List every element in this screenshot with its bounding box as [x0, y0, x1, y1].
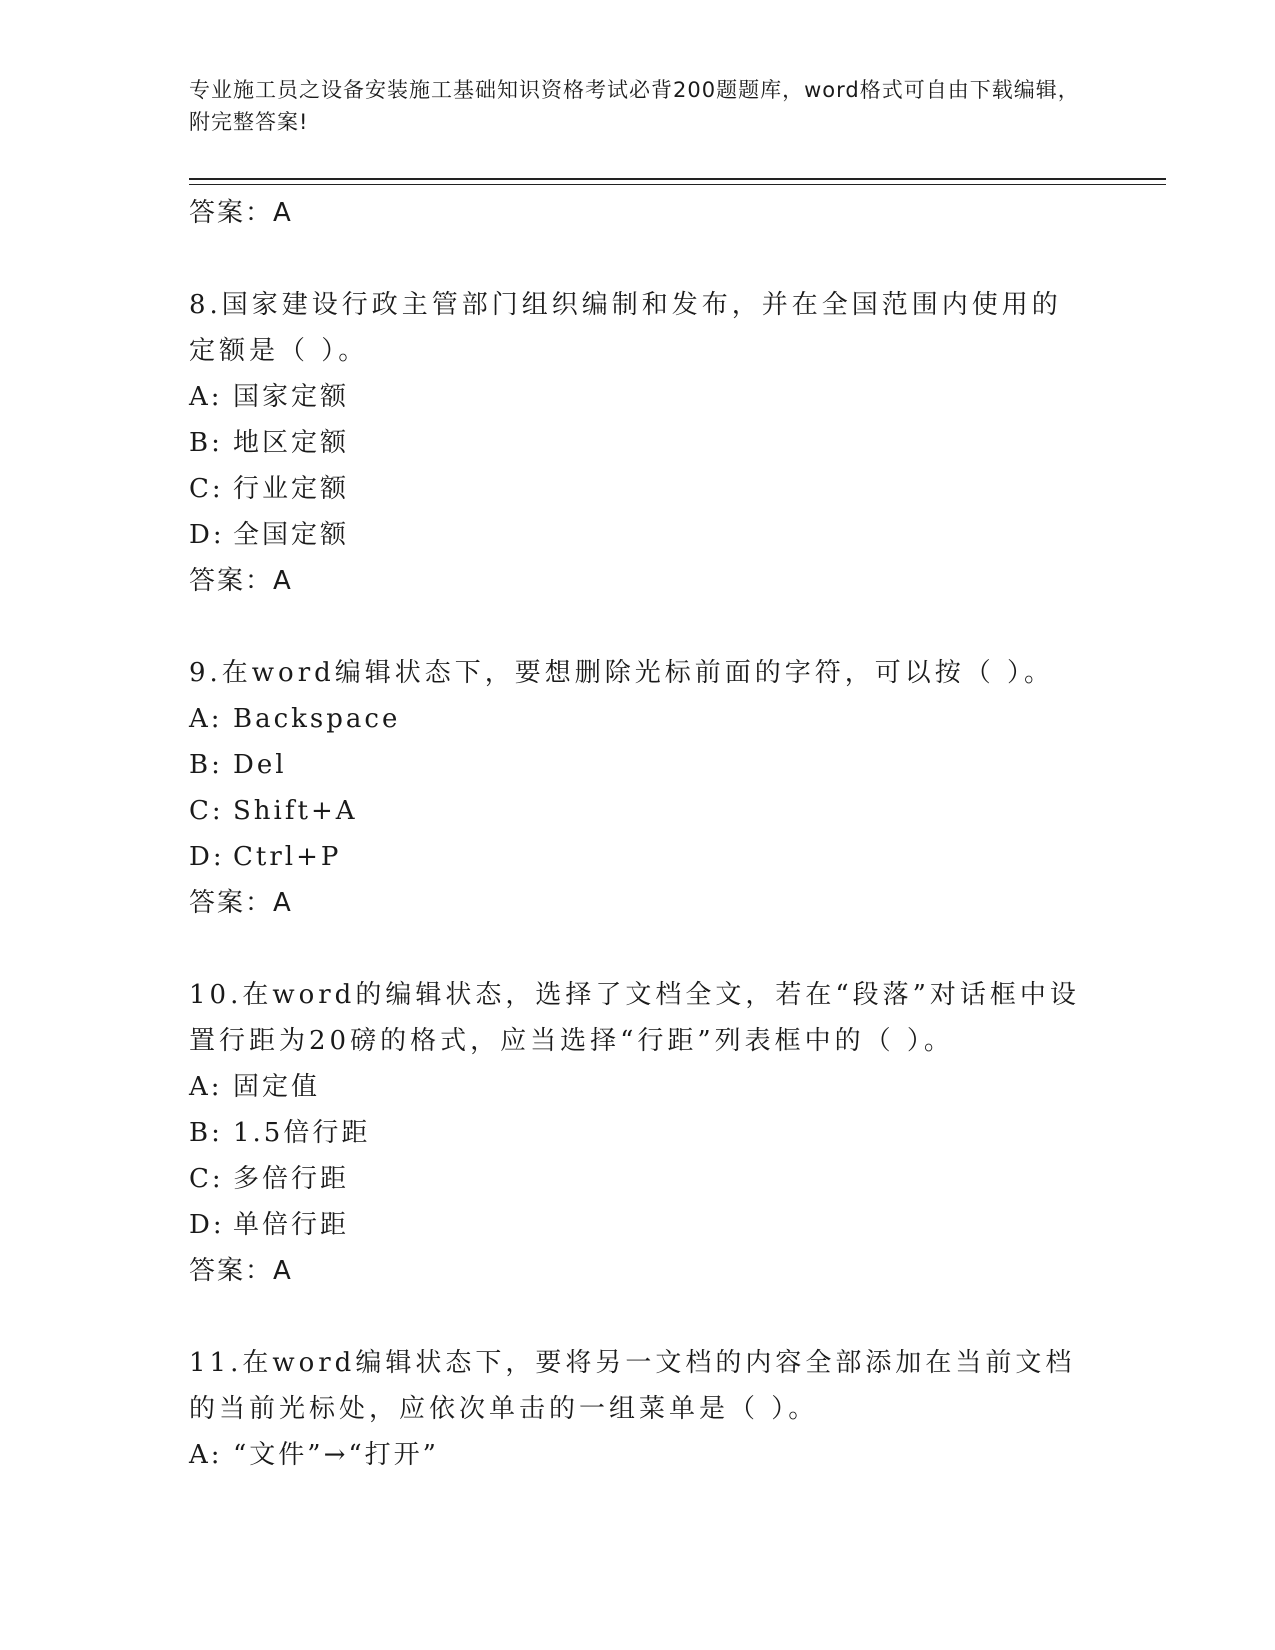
option-a [189, 374, 1089, 420]
option-text: 1.5倍行距 [233, 1118, 371, 1148]
question-block [189, 1340, 1089, 1478]
question-block [189, 972, 1089, 1294]
header-divider [189, 178, 1166, 180]
option-text: Backspace [233, 704, 401, 734]
question-text: 11.在word编辑状态下，要将另一文档的内容全部添加在当前文档的当前光标处，应依次单击的一组菜单是（ ）。 [189, 1348, 1076, 1424]
option-label: C: [189, 796, 224, 826]
question-list [189, 190, 1089, 1478]
question-block [189, 650, 1089, 926]
option-label: C: [189, 474, 224, 504]
option-a [189, 1064, 1089, 1110]
option-text: 单倍行距 [233, 1210, 350, 1240]
option-label: D: [189, 1210, 225, 1240]
option-label: A: [189, 1072, 223, 1102]
document-header: 专业施工员之设备安装施工基础知识资格考试必背200题题库，word格式可自由下载编辑，附完整答案! [189, 78, 1080, 134]
question-text: 9.在word编辑状态下，要想删除光标前面的字符，可以按（ ）。 [189, 658, 1055, 688]
option-c [189, 1156, 1089, 1202]
option-text: 全国定额 [233, 520, 350, 550]
header-divider-thin [189, 184, 1166, 185]
option-label: A: [189, 1440, 223, 1470]
answer-line: 答案：A [189, 888, 293, 918]
question-text: 10.在word的编辑状态，选择了文档全文，若在“段落”对话框中设置行距为20磅的格式，应当选择“行距”列表框中的（ ）。 [189, 980, 1080, 1056]
answer-line: 答案：A [189, 566, 293, 596]
option-label: C: [189, 1164, 224, 1194]
question-block [189, 282, 1089, 604]
option-b [189, 1110, 1089, 1156]
option-a [189, 1432, 1089, 1478]
option-a [189, 696, 1089, 742]
option-label: A: [189, 704, 223, 734]
option-b [189, 420, 1089, 466]
option-label: A: [189, 382, 223, 412]
option-label: B: [189, 750, 223, 780]
option-c [189, 788, 1089, 834]
answer-line: 答案：A [189, 1256, 293, 1286]
option-label: B: [189, 428, 223, 458]
option-d [189, 1202, 1089, 1248]
option-text: Del [233, 750, 287, 780]
option-text: Ctrl+P [233, 842, 342, 872]
option-text: 地区定额 [233, 428, 350, 458]
option-label: D: [189, 842, 225, 872]
option-text: “文件”→“打开” [233, 1440, 439, 1470]
answer-line: 答案：A [189, 198, 293, 228]
option-d [189, 512, 1089, 558]
option-label: D: [189, 520, 225, 550]
question-text: 8.国家建设行政主管部门组织编制和发布，并在全国范围内使用的定额是（ ）。 [189, 290, 1062, 366]
option-text: 国家定额 [233, 382, 350, 412]
option-text: 固定值 [233, 1072, 321, 1102]
option-text: 多倍行距 [233, 1164, 350, 1194]
option-d [189, 834, 1089, 880]
option-text: Shift+A [233, 796, 358, 826]
option-text: 行业定额 [233, 474, 350, 504]
option-b [189, 742, 1089, 788]
option-c [189, 466, 1089, 512]
option-label: B: [189, 1118, 223, 1148]
